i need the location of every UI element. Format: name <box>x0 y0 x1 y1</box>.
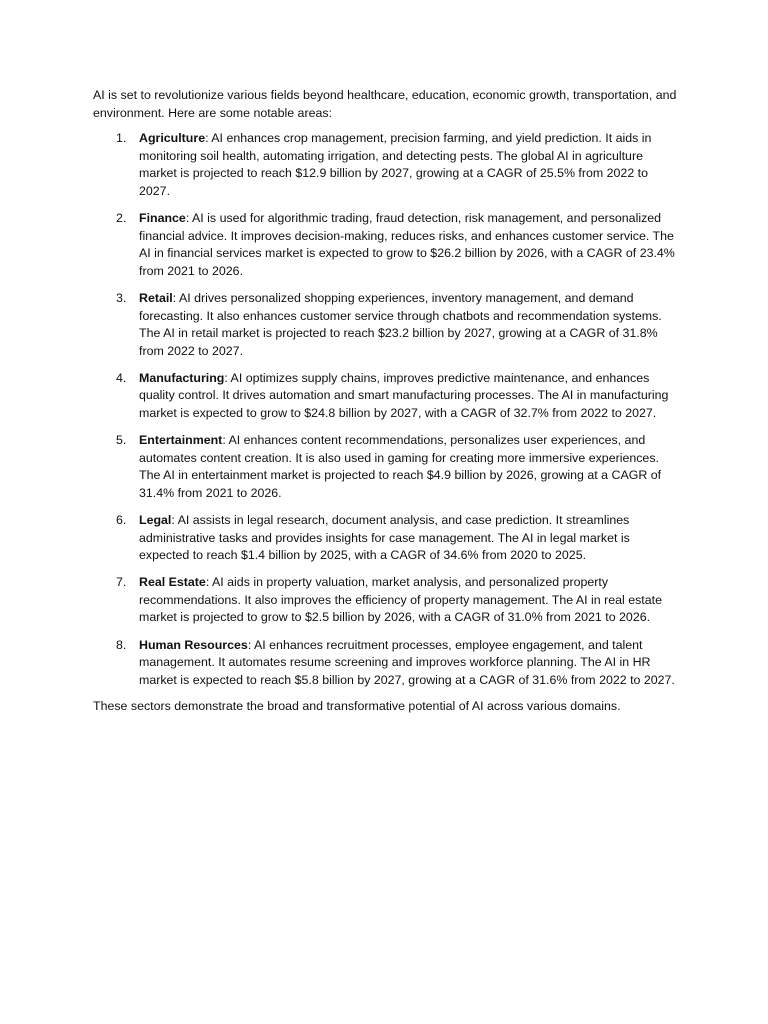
list-item-manufacturing <box>93 370 677 423</box>
list-item-number: 1. <box>116 131 127 146</box>
list-item-text: : AI enhances content recommendations, personalizes user experiences, and automates content creation. It is also used in gaming for creating more immersive experiences. The AI in entertainment market is projected to reach $4.9 billion by 2026, growing at a CAGR of 31.4% from 2021 to 2026. <box>139 433 662 500</box>
list-item-text: : AI enhances crop management, precision farming, and yield prediction. It aids in monitoring soil health, automating irrigation, and detecting pests. The global AI in agriculture market is projected to reach $12.9 billion by 2027, growing at a CAGR of 25.5% from 2022 to 2027. <box>139 131 652 198</box>
list-item-number: 3. <box>116 290 127 305</box>
list-item-agriculture <box>93 130 677 200</box>
list-item-text: : AI is used for algorithmic trading, fraud detection, risk management, and personalized financial advice. It improves decision-making, reduces risks, and enhances customer service. The AI in financial services market is expected to grow to $26.2 billion by 2026, with a CAGR of 23.4% from 2021 to 2026. <box>139 211 675 278</box>
list-item-number: 8. <box>116 637 127 652</box>
list-item-title: Manufacturing <box>139 370 225 385</box>
list-item-text: : AI drives personalized shopping experiences, inventory management, and demand forecasting. It also enhances customer service through chatbots and recommendation systems. The AI in retail market is projected to reach $23.2 billion by 2027, growing at a CAGR of 31.8% from 2022 to 2027. <box>139 290 662 358</box>
list-item-human-resources <box>93 637 677 690</box>
list-item-title: Human Resources <box>139 637 248 652</box>
list-item-retail <box>93 290 677 360</box>
list-item-number: 4. <box>116 370 127 385</box>
list-item-title: Real Estate <box>139 575 206 590</box>
list-item-title: Legal <box>139 512 172 527</box>
list-item-title: Finance <box>139 211 186 226</box>
list-item-title: Entertainment <box>139 433 223 448</box>
list-item-text: : AI assists in legal research, document analysis, and case prediction. It streamlines administrative tasks and provides insights for case management. The AI in legal market is expected to reach $1.4 billion by 2025, with a CAGR of 34.6% from 2020 to 2025. <box>139 512 630 563</box>
list-item-finance <box>93 210 677 280</box>
list-item-legal <box>93 512 677 565</box>
list-item-title: Retail <box>139 290 173 305</box>
list-item-number: 7. <box>116 575 127 590</box>
document-page <box>93 87 677 715</box>
list-item-number: 5. <box>116 433 127 448</box>
ai-sectors-list <box>93 130 677 689</box>
list-item-text: : AI optimizes supply chains, improves predictive maintenance, and enhances quality control. It drives automation and smart manufacturing processes. The AI in manufacturing market is expected to grow to $24.8 billion by 2027, with a CAGR of 32.7% from 2022 to 2027. <box>139 370 669 420</box>
intro-paragraph: AI is set to revolutionize various fields beyond healthcare, education, economic growth, transportation, and environment. Here are some notable areas: <box>93 88 677 120</box>
list-item-text: : AI enhances recruitment processes, employee engagement, and talent management. It automates resume screening and improves workforce planning. The AI in HR market is expected to reach $5.8 billion by 2027, growing at a CAGR of 31.6% from 2022 to 2027. <box>139 637 675 687</box>
list-item-title: Agriculture <box>139 131 206 146</box>
list-item-text: : AI aids in property valuation, market analysis, and personalized property recommendations. It also improves the efficiency of property management. The AI in real estate market is projected to grow to $2.5 billion by 2026, with a CAGR of 31.0% from 2021 to 2026. <box>139 575 662 625</box>
list-item-number: 6. <box>116 512 127 527</box>
list-item-real-estate <box>93 574 677 627</box>
closing-paragraph: These sectors demonstrate the broad and transformative potential of AI across various domains. <box>93 698 621 713</box>
list-item-number: 2. <box>116 211 127 226</box>
list-item-entertainment <box>93 432 677 502</box>
